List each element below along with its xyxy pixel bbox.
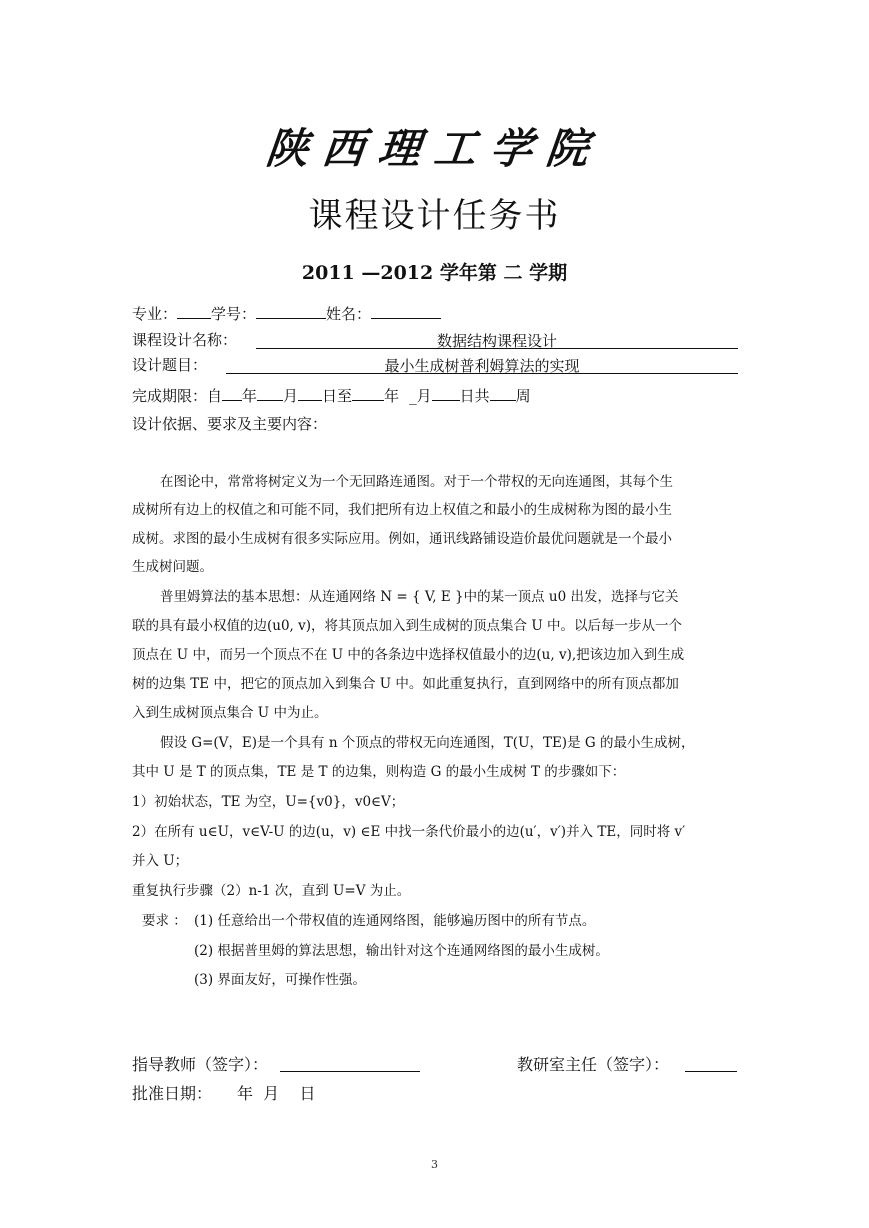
step-1: 1）初始状态，TE 为空，U={v0}，v0∈V； xyxy=(132,794,405,810)
weeks-blank xyxy=(490,384,516,401)
year-label: 年 xyxy=(242,387,258,405)
step-2-line-1: 2）在所有 u∈U，v∈V-U 的边(u，v) ∈E 中找一条代价最小的边(u′，v′)并入 TE，同时将 v′ xyxy=(132,824,686,840)
paragraph-1-line-3: 成树。求图的最小生成树有很多实际应用。例如，通讯线路铺设造价最优问题就是一个最小 xyxy=(132,531,672,547)
step-2-line-2: 并入 U； xyxy=(132,853,189,869)
paragraph-2-line-2: 联的具有最小权值的边(u0, v)，将其顶点加入到生成树的顶点集合 U 中。以后每一步从一个 xyxy=(132,618,682,634)
end-year-blank xyxy=(352,384,384,401)
paragraph-2-line-3: 顶点在 U 中，而另一个顶点不在 U 中的各条边中选择权值最小的边(u, v),把该边加入到生成 xyxy=(132,647,685,663)
paragraph-1-line-1: 在图论中，常常将树定义为一个无回路连通图。对于一个带权的无向连通图，其每个生 xyxy=(160,474,673,490)
day-to-label: 日至 xyxy=(322,387,353,405)
student-info-row xyxy=(132,302,441,324)
period-row xyxy=(132,384,531,406)
requirement-2: (2) 根据普里姆的算法思想，输出针对这个连通网络图的最小生成树。 xyxy=(194,943,609,959)
period-from-label: 完成期限：自 xyxy=(132,387,223,405)
approval-date-label: 批准日期： xyxy=(132,1084,213,1103)
student-id-blank xyxy=(256,302,326,319)
director-signature-line xyxy=(685,1071,737,1072)
name-blank xyxy=(371,302,441,319)
month-label: 月 xyxy=(283,387,299,405)
paragraph-3-line-2: 其中 U 是 T 的顶点集，TE 是 T 的边集，则构造 G 的最小生成树 T 的步骤如下： xyxy=(132,764,626,780)
paragraph-3-line-1: 假设 G=(V，E)是一个具有 n 个顶点的带权无向连通图，T(U，TE)是 G 的最小生成树， xyxy=(160,735,695,751)
course-name-value: 数据结构课程设计 xyxy=(436,332,557,350)
topic-label: 设计题目： xyxy=(132,356,208,374)
week-label: 周 xyxy=(515,387,531,405)
major-label: 专业： xyxy=(132,305,178,323)
repeat-step: 重复执行步骤（2）n-1 次，直到 U=V 为止。 xyxy=(132,883,411,899)
paragraph-2-line-4: 树的边集 TE 中，把它的顶点加入到集合 U 中。如此重复执行，直到网络中的所有顶点都加 xyxy=(132,676,679,692)
paragraph-2-line-5: 入到生成树顶点集合 U 中为止。 xyxy=(132,705,328,721)
page-number: 3 xyxy=(431,1158,438,1171)
basis-label: 设计依据、要求及主要内容： xyxy=(132,415,328,433)
requirement-1: (1) 任意给出一个带权值的连通网络图，能够遍历图中的所有节点。 xyxy=(194,913,596,929)
paragraph-1-line-4: 生成树问题。 xyxy=(132,559,213,575)
requirements-label: 要求 ： xyxy=(142,913,187,929)
director-signature-label: 教研室主任（签字）： xyxy=(517,1055,670,1074)
approval-date-parts: 年 月 日 xyxy=(237,1084,316,1103)
document-title: 课程设计任务书 xyxy=(308,196,561,236)
year2-label: 年 xyxy=(384,387,400,405)
paragraph-1-line-2: 成树所有边上的权值之和可能不同，我们把所有边上权值之和最小的生成树称为图的最小生 xyxy=(132,502,672,518)
paragraph-2-line-1: 普里姆算法的基本思想：从连通网络 N = { V, E }中的某一顶点 u0 出发，选择与它关 xyxy=(160,589,679,605)
course-name-label: 课程设计名称： xyxy=(132,331,238,349)
month2-label: _月 xyxy=(409,387,432,405)
school-name: 陕西理工学院 xyxy=(263,124,605,173)
requirement-3: (3) 界面友好，可操作性强。 xyxy=(194,972,366,988)
start-month-blank xyxy=(257,384,283,401)
advisor-signature-label: 指导教师（签字）： xyxy=(132,1055,269,1074)
day-total-label: 日共 xyxy=(459,387,490,405)
academic-term: 2011 —2012 学年第 二 学期 xyxy=(301,262,568,284)
name-label: 姓名： xyxy=(326,305,372,323)
major-blank xyxy=(177,302,211,319)
topic-value: 最小生成树普利姆算法的实现 xyxy=(384,357,580,375)
advisor-signature-line xyxy=(280,1071,420,1072)
student-id-label: 学号： xyxy=(211,305,257,323)
start-year-blank xyxy=(222,384,242,401)
start-day-blank xyxy=(298,384,322,401)
end-day-blank xyxy=(432,384,460,401)
